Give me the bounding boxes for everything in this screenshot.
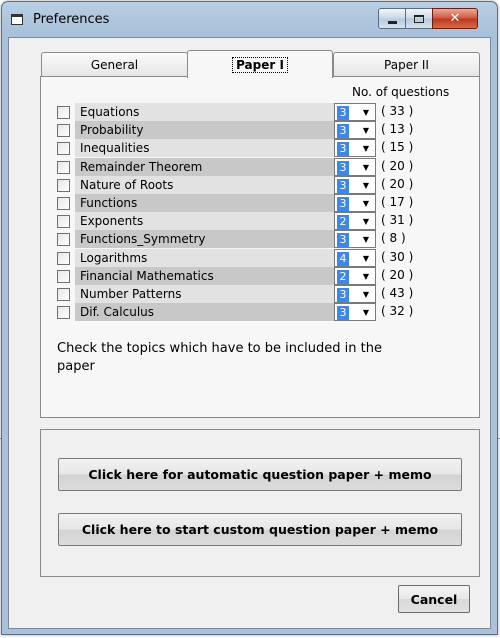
available-question-count: ( 32 ): [381, 304, 414, 319]
question-count-dropdown[interactable]: [334, 249, 376, 267]
generate-actions-group: [40, 429, 480, 577]
topic-checkbox[interactable]: [57, 179, 70, 192]
question-count-dropdown[interactable]: [334, 303, 376, 321]
topic-checkbox[interactable]: [57, 306, 70, 319]
topic-name: Logarithms: [75, 249, 345, 267]
topic-checkbox[interactable]: [57, 106, 70, 119]
topic-name: Inequalities: [75, 139, 345, 157]
dropdown-selected-value: 3: [337, 124, 349, 138]
question-count-dropdown[interactable]: [334, 139, 376, 157]
close-button[interactable]: [432, 8, 478, 29]
cancel-button[interactable]: Cancel: [398, 585, 470, 613]
question-count-dropdown[interactable]: [334, 121, 376, 139]
title-bar[interactable]: [2, 2, 497, 36]
topic-name: Dif. Calculus: [75, 303, 345, 321]
dropdown-selected-value: 3: [337, 233, 349, 247]
tab-label: Paper II: [384, 57, 429, 72]
topic-name: Nature of Roots: [75, 176, 345, 194]
maximize-button[interactable]: [405, 8, 433, 29]
available-question-count: ( 15 ): [381, 140, 414, 155]
topic-name: Equations: [75, 103, 345, 121]
question-count-dropdown[interactable]: [334, 267, 376, 285]
maximize-icon: [414, 15, 424, 23]
topic-name: Financial Mathematics: [75, 267, 345, 285]
dropdown-selected-value: 3: [337, 288, 349, 302]
available-question-count: ( 33 ): [381, 104, 414, 118]
topic-row: [57, 139, 482, 157]
app-window-icon: [11, 14, 23, 25]
question-count-dropdown[interactable]: [334, 194, 376, 212]
topic-name: Remainder Theorem: [75, 158, 345, 176]
instruction-text: Check the topics which have to be included in the paper: [57, 341, 382, 374]
window-title: Preferences: [33, 12, 110, 27]
dropdown-selected-value: 2: [337, 215, 349, 229]
available-question-count: ( 8 ): [381, 231, 406, 246]
chevron-down-icon[interactable]: ▼: [362, 199, 370, 208]
tab-label: General: [90, 57, 139, 72]
topic-checkbox[interactable]: [57, 288, 70, 301]
topic-row: [57, 121, 482, 139]
questions-count-header: No. of questions: [352, 85, 450, 99]
available-question-count: ( 30 ): [381, 249, 414, 264]
tab-label: Paper I: [232, 57, 288, 73]
chevron-down-icon[interactable]: ▼: [362, 162, 370, 172]
chevron-down-icon[interactable]: ▼: [362, 290, 370, 299]
close-icon: ✕: [449, 11, 461, 26]
question-count-dropdown[interactable]: [334, 212, 376, 230]
topic-row: [57, 103, 482, 121]
tab-general[interactable]: [41, 52, 188, 76]
topic-row: [57, 230, 482, 248]
chevron-down-icon[interactable]: ▼: [362, 126, 370, 136]
question-count-dropdown[interactable]: [334, 230, 376, 248]
minimize-icon: [388, 21, 397, 24]
topic-checkbox[interactable]: [57, 270, 70, 283]
topic-name: Probability: [75, 121, 345, 139]
topic-checkbox[interactable]: [57, 252, 70, 265]
chevron-down-icon[interactable]: ▼: [362, 253, 370, 263]
minimize-button[interactable]: [378, 8, 406, 29]
question-count-dropdown[interactable]: [334, 285, 376, 303]
dropdown-selected-value: 2: [337, 270, 349, 284]
chevron-down-icon[interactable]: ▼: [362, 108, 370, 117]
topic-checkbox[interactable]: [57, 197, 70, 210]
chevron-down-icon[interactable]: ▼: [362, 217, 370, 227]
topic-name: Functions_Symmetry: [75, 230, 345, 248]
topic-checkbox[interactable]: [57, 161, 70, 174]
available-question-count: ( 20 ): [381, 176, 414, 191]
question-count-dropdown[interactable]: [334, 158, 376, 176]
topic-row: [57, 212, 482, 230]
tab-paper-2[interactable]: [333, 52, 480, 76]
topic-row: [57, 303, 482, 321]
topic-name: Number Patterns: [75, 285, 345, 303]
topic-name: Functions: [75, 194, 345, 212]
available-question-count: ( 20 ): [381, 267, 414, 282]
chevron-down-icon[interactable]: ▼: [362, 271, 370, 281]
automatic-paper-button[interactable]: Click here for automatic question paper + memo: [58, 458, 462, 491]
dropdown-selected-value: 3: [337, 179, 349, 193]
topic-row: [57, 158, 482, 176]
topic-row: [57, 285, 482, 303]
chevron-down-icon[interactable]: ▼: [362, 180, 370, 190]
topic-checkbox[interactable]: [57, 124, 70, 137]
dropdown-selected-value: 3: [337, 142, 349, 156]
question-count-dropdown[interactable]: [334, 176, 376, 194]
topic-row: [57, 249, 482, 267]
available-question-count: ( 17 ): [381, 195, 414, 209]
preferences-window: [1, 1, 498, 635]
custom-paper-button[interactable]: Click here to start custom question paper + memo: [58, 513, 462, 546]
paper-1-panel: [40, 76, 480, 418]
dropdown-selected-value: 3: [337, 197, 349, 211]
available-question-count: ( 31 ): [381, 213, 414, 228]
topic-checkbox[interactable]: [57, 233, 70, 246]
chevron-down-icon[interactable]: ▼: [362, 235, 370, 245]
topic-row: [57, 194, 482, 212]
topic-checkbox[interactable]: [57, 215, 70, 228]
chevron-down-icon[interactable]: ▼: [362, 308, 370, 318]
available-question-count: ( 43 ): [381, 286, 414, 300]
dropdown-selected-value: 4: [337, 252, 349, 266]
topic-checkbox[interactable]: [57, 142, 70, 155]
topic-name: Exponents: [75, 212, 345, 230]
available-question-count: ( 20 ): [381, 158, 414, 173]
available-question-count: ( 13 ): [381, 122, 414, 137]
dialog-client-area: [8, 37, 491, 629]
dropdown-selected-value: 3: [337, 161, 349, 175]
chevron-down-icon[interactable]: ▼: [362, 144, 370, 154]
dropdown-selected-value: 3: [337, 306, 349, 320]
topic-row: [57, 176, 482, 194]
topic-row: [57, 267, 482, 285]
tab-paper-1[interactable]: [187, 50, 333, 78]
dropdown-selected-value: 3: [337, 106, 349, 120]
question-count-dropdown[interactable]: [334, 103, 376, 121]
